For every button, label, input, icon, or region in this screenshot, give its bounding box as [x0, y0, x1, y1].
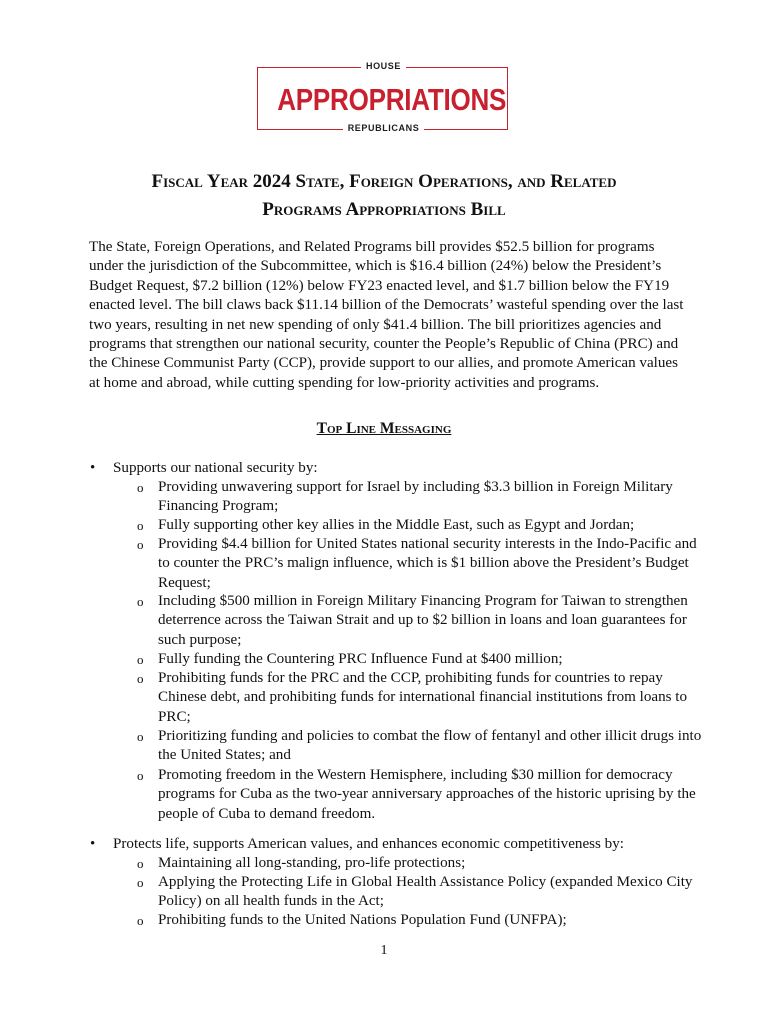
intro-paragraph: The State, Foreign Operations, and Related Programs bill provides $52.5 billion for programs under the jurisdiction of the Subcommittee, which is $16.4 billion (24%) below the President’s Budget Request, $7.2 billion (12%) below FY23 enacted level, and $1.7 billion below the FY19 enacted level. The bill claws back $11.14 billion of the Democrats’ wasteful spending over the last two years, resulting in net new spending of only $41.4 billion. The bill prioritizes agencies and programs that strengthen our national security, counter the People’s Republic of China (PRC) and the Chinese Communist Party (CCP), provide support to our allies, and promote American values at home and abroad, while cutting spending for low-priority activities and programs. [89, 239, 684, 391]
sub-bullet-marker: o [137, 875, 144, 890]
bullet-marker: • [90, 836, 96, 852]
sub-bullet-marker: o [137, 768, 144, 783]
sub-bullet-item: Fully funding the Countering PRC Influence Fund at $400 million; [158, 651, 563, 667]
sub-bullet-marker: o [137, 537, 144, 552]
logo-top-text: HOUSE [361, 61, 406, 71]
sub-bullet-item: Providing $4.4 billion for United States national security interests in the Indo-Pacific and to counter the PRC’s malign influence, which is $1 billion above the President’s Budget Request; [158, 536, 697, 591]
sub-bullet-item: Prioritizing funding and policies to combat the flow of fentanyl and other illicit drugs into the United States; and [158, 728, 702, 764]
section-heading: Top Line Messaging [316, 420, 452, 437]
sub-bullet-marker: o [137, 480, 144, 495]
sub-bullet-marker: o [137, 913, 144, 928]
sub-bullet-item: Promoting freedom in the Western Hemisphere, including $30 million for democracy programs for Cuba as the two-year anniversary approaches of the historic uprising by the people of Cuba to demand freedom. [158, 767, 696, 822]
logo [257, 58, 510, 132]
bullet-item-national-security: Supports our national security by: [113, 460, 318, 476]
document-title [60, 168, 708, 224]
sub-bullet-item: Prohibiting funds for the PRC and the CCP, prohibiting funds for countries to repay Chinese debt, and prohibiting funds for international financial institutions from loans to PRC; [158, 670, 688, 725]
sub-bullet-marker: o [137, 856, 144, 871]
bullet-item-protects-life: Protects life, supports American values, and enhances economic competitiveness by: [113, 836, 624, 852]
sub-bullet-item: Fully supporting other key allies in the Middle East, such as Egypt and Jordan; [158, 517, 635, 533]
sub-bullet-marker: o [137, 729, 144, 744]
sub-bullet-item: Applying the Protecting Life in Global Health Assistance Policy (expanded Mexico City Policy) on all health funds in the Act; [158, 874, 693, 910]
title-line-2: Programs Appropriations Bill [262, 199, 506, 220]
sub-bullet-marker: o [137, 671, 144, 686]
sub-bullet-item: Including $500 million in Foreign Military Financing Program for Taiwan to strengthen deterrence across the Taiwan Strait and up to $2 billion in loans and loan guarantees for such purpose; [158, 593, 688, 648]
title-line-1: Fiscal Year 2024 State, Foreign Operations, and Related [151, 171, 617, 192]
page-number: 1 [380, 943, 388, 958]
bullet-marker: • [90, 460, 96, 476]
sub-bullet-item: Prohibiting funds to the United Nations Population Fund (UNFPA); [158, 912, 567, 928]
logo-main-text: APPROPRIATIONS [277, 82, 507, 117]
sub-bullet-marker: o [137, 518, 144, 533]
sub-bullet-item: Maintaining all long-standing, pro-life protections; [158, 855, 466, 871]
sub-bullet-item: Providing unwavering support for Israel by including $3.3 billion in Foreign Military Financing Program; [158, 479, 673, 515]
sub-bullet-marker: o [137, 652, 144, 667]
logo-bottom-text: REPUBLICANS [343, 123, 425, 133]
sub-bullet-marker: o [137, 594, 144, 609]
